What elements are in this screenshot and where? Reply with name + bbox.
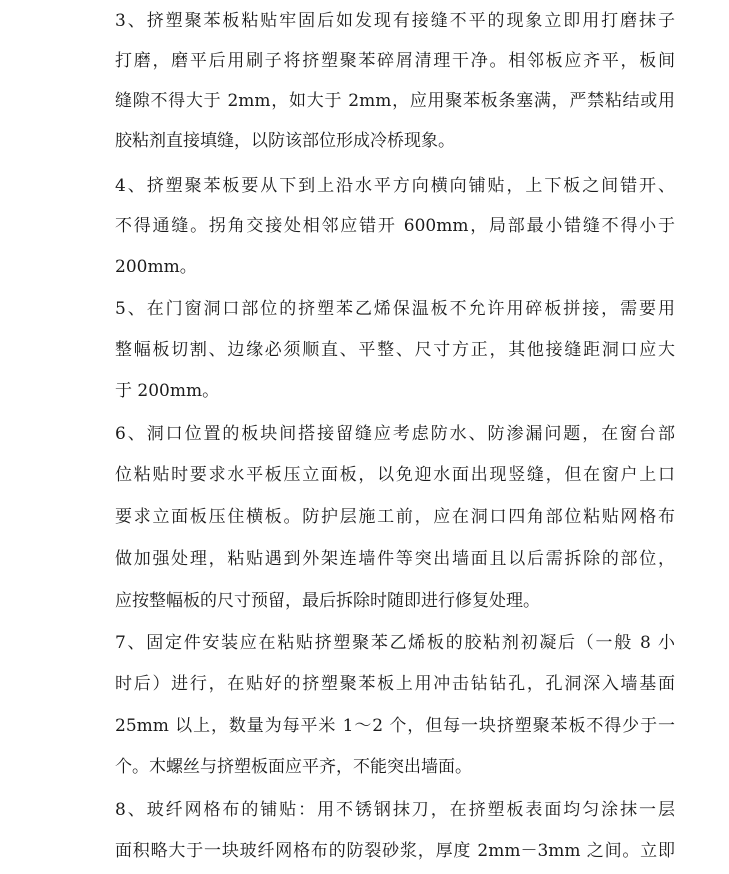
paragraph-4-line-1: 4、挤塑聚苯板要从下到上沿水平方向横向铺贴，上下板之间错开、 xyxy=(115,176,675,196)
paragraph-6-line-3: 要求立面板压住横板。防护层施工前，应在洞口四角部位粘贴网格布 xyxy=(115,507,675,527)
paragraph-5-line-3: 于 200mm。 xyxy=(115,381,220,401)
paragraph-3-line-1: 3、挤塑聚苯板粘贴牢固后如发现有接缝不平的现象立即用打磨抹子 xyxy=(115,11,675,31)
paragraph-6-line-2: 位粘贴时要求水平板压立面板，以免迎水面出现竖缝，但在窗户上口 xyxy=(115,465,675,485)
paragraph-5-line-2: 整幅板切割、边缘必须顺直、平整、尺寸方正，其他接缝距洞口应大 xyxy=(115,340,675,360)
paragraph-7-line-2: 时后）进行，在贴好的挤塑聚苯板上用冲击钻钻孔，孔洞深入墙基面 xyxy=(115,674,675,694)
paragraph-6-line-5: 应按整幅板的尺寸预留，最后拆除时随即进行修复处理。 xyxy=(115,591,540,611)
paragraph-4-line-2: 不得通缝。拐角交接处相邻应错开 600mm，局部最小错缝不得小于 xyxy=(115,216,675,236)
paragraph-6-line-1: 6、洞口位置的板块间搭接留缝应考虑防水、防渗漏问题，在窗台部 xyxy=(115,424,675,444)
paragraph-3-line-2: 打磨，磨平后用刷子将挤塑聚苯碎屑清理干净。相邻板应齐平，板间 xyxy=(115,51,675,71)
paragraph-7-line-1: 7、固定件安装应在粘贴挤塑聚苯乙烯板的胶粘剂初凝后（一般 8 小 xyxy=(115,633,675,653)
paragraph-6-line-4: 做加强处理，粘贴遇到外架连墙件等突出墙面且以后需拆除的部位， xyxy=(115,549,675,569)
paragraph-3-line-3: 缝隙不得大于 2mm，如大于 2mm，应用聚苯板条塞满，严禁粘结或用 xyxy=(115,91,675,111)
paragraph-8-line-1: 8、玻纤网格布的铺贴：用不锈钢抹刀，在挤塑板表面均匀涂抹一层 xyxy=(115,800,675,820)
paragraph-8-line-2: 面积略大于一块玻纤网格布的防裂砂浆，厚度 2mm－3mm 之间。立即 xyxy=(115,841,675,861)
paragraph-4-line-3: 200mm。 xyxy=(115,257,197,277)
paragraph-5-line-1: 5、在门窗洞口部位的挤塑苯乙烯保温板不允许用碎板拼接，需要用 xyxy=(115,299,675,319)
paragraph-7-line-4: 个。木螺丝与挤塑板面应平齐，不能突出墙面。 xyxy=(115,757,472,777)
paragraph-3-line-4: 胶粘剂直接填缝，以防该部位形成冷桥现象。 xyxy=(115,131,455,151)
paragraph-7-line-3: 25mm 以上，数量为每平米 1～2 个，但每一块挤塑聚苯板不得少于一 xyxy=(115,716,675,736)
